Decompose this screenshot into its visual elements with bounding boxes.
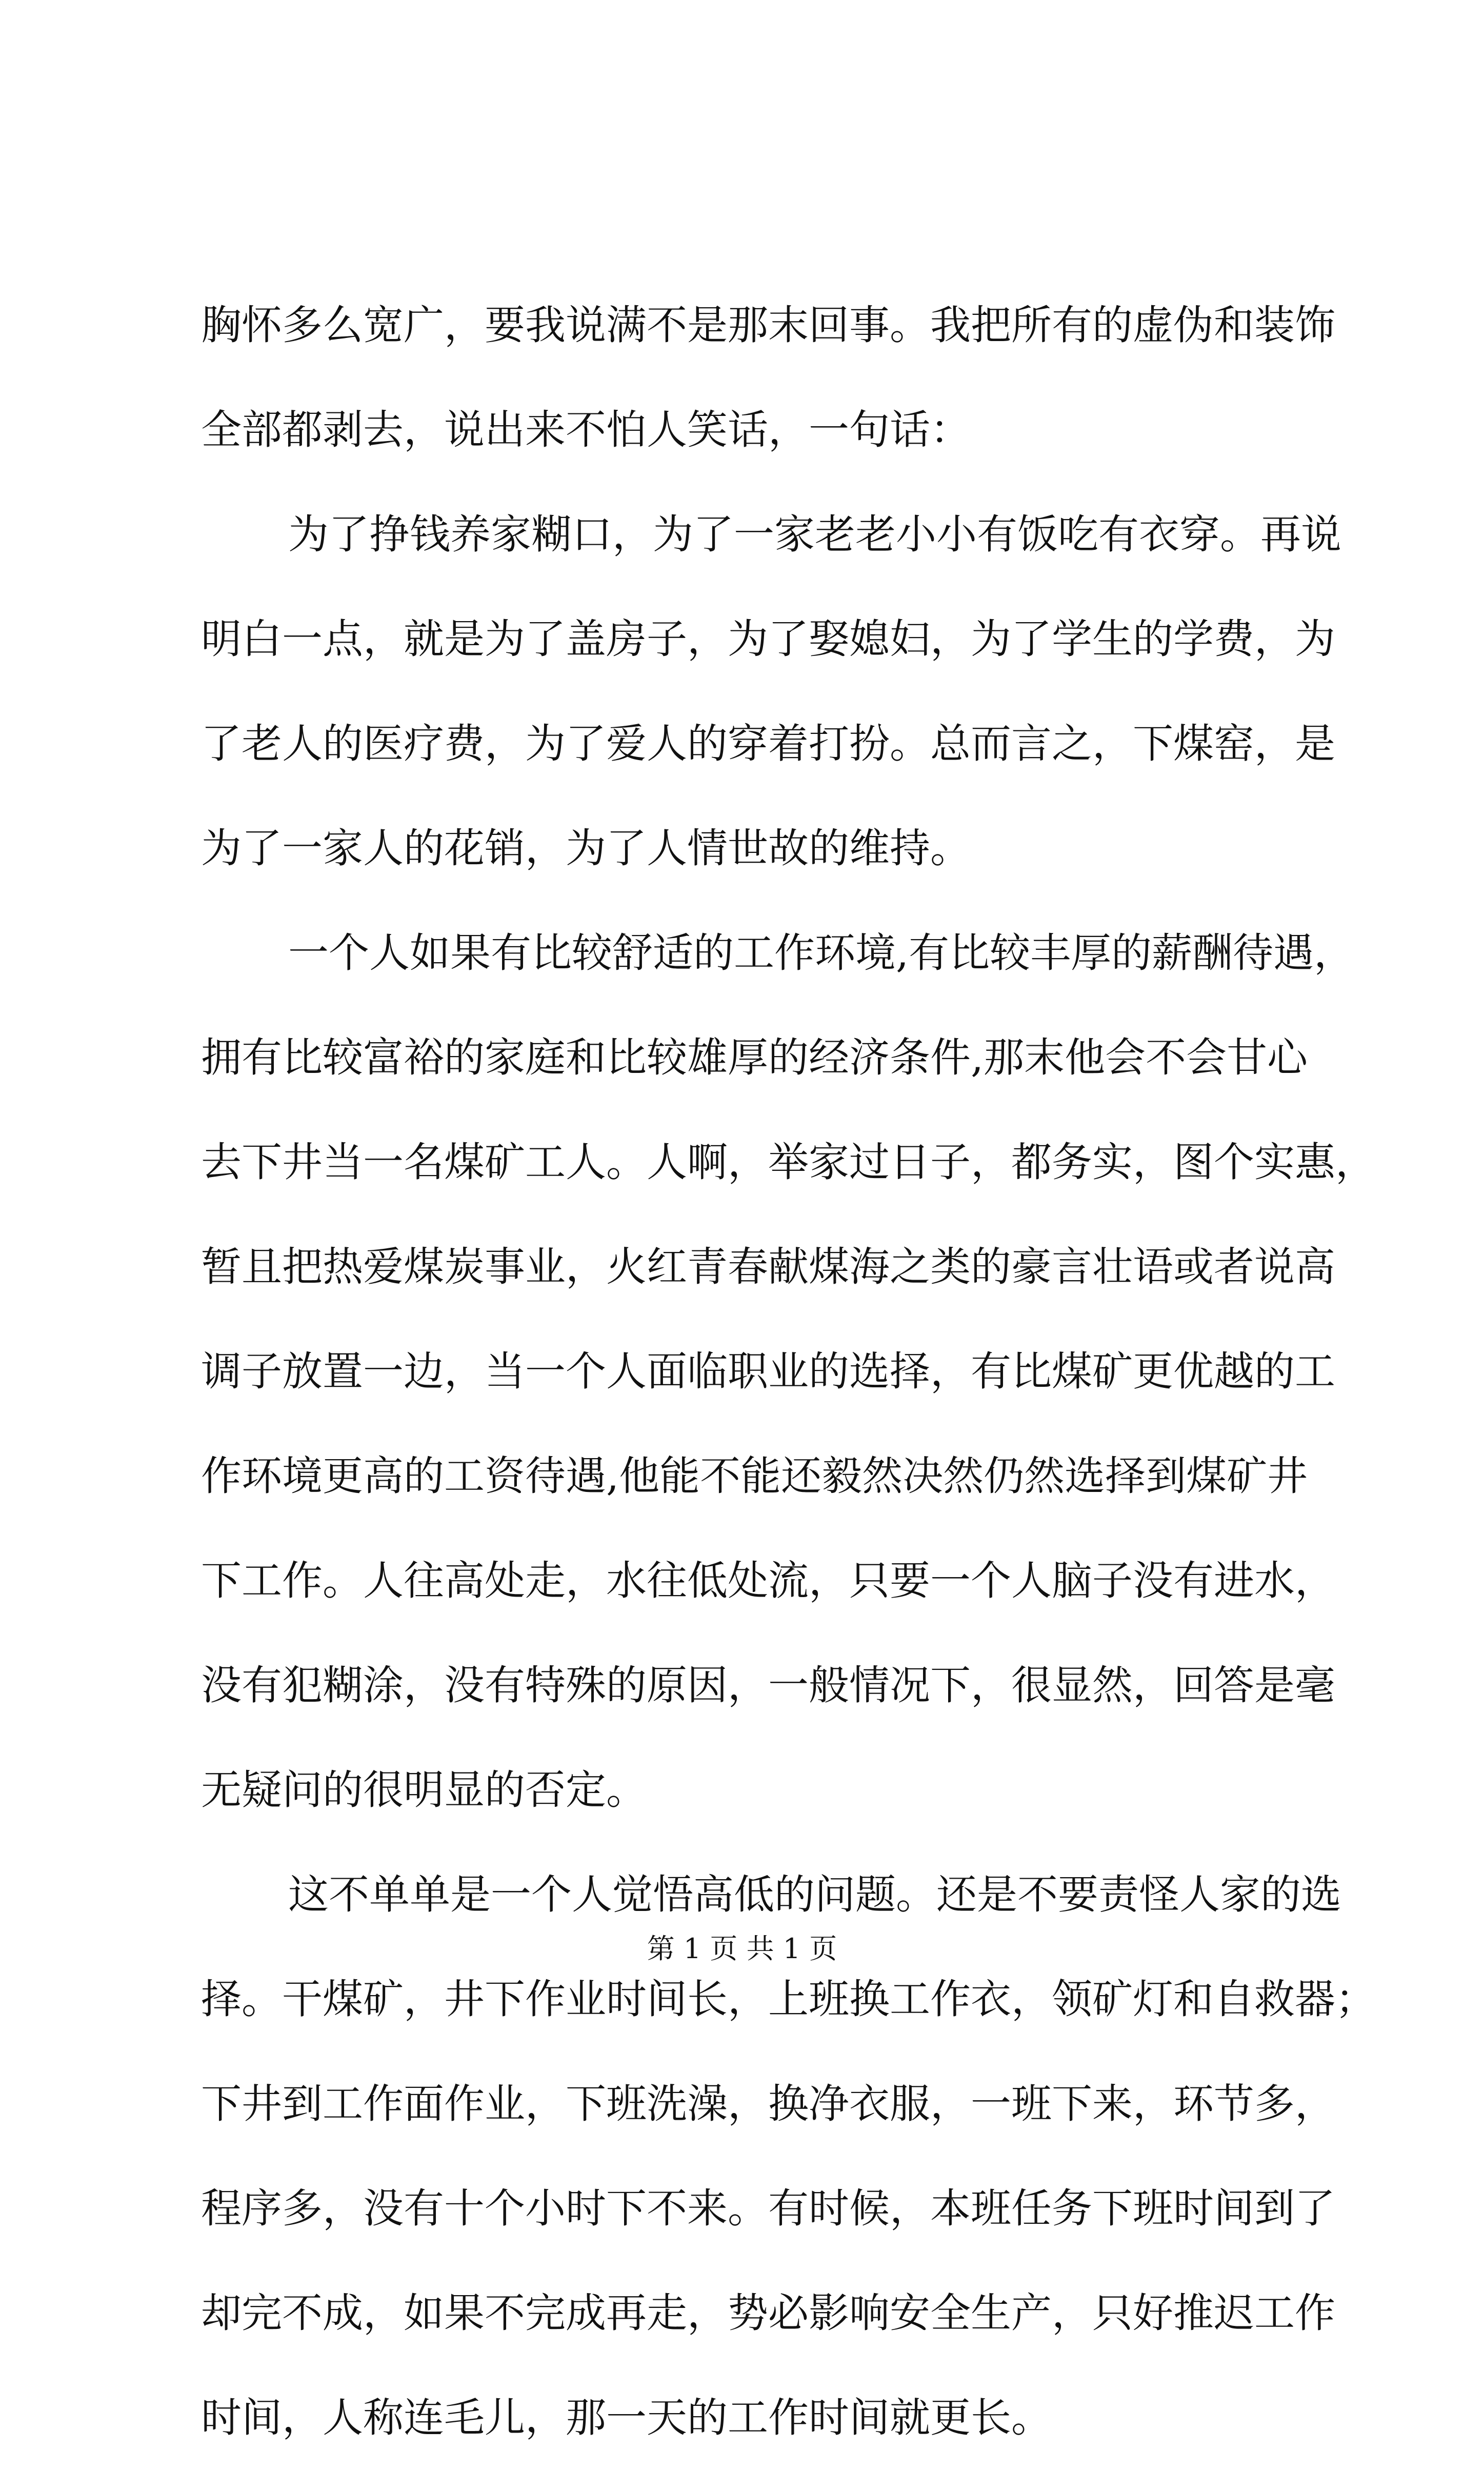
text-line: 了老人的医疗费，为了爱人的穿着打扮。总而言之，下煤窑，是 [201, 720, 1335, 767]
text-line: 却完不成，如果不完成再走，势必影响安全生产，只好推迟工作 [201, 2289, 1335, 2337]
text-line: 这不单单是一个人觉悟高低的问题。还是不要责怪人家的选 [288, 1871, 1341, 1918]
text-line: 全部都剥去，说出来不怕人笑话，一句话： [201, 406, 971, 453]
text-line: 下井到工作面作业，下班洗澡，换净衣服，一班下来，环节多， [201, 2080, 1335, 2127]
text-line: 暂且把热爱煤炭事业，火红青春献煤海之类的豪言壮语或者说高 [201, 1243, 1335, 1290]
text-line: 为了挣钱养家糊口，为了一家老老小小有饭吃有衣穿。再说 [288, 511, 1341, 558]
text-line: 一个人如果有比较舒适的工作环境,有比较丰厚的薪酬待遇， [288, 929, 1355, 977]
body-text [201, 273, 1376, 2470]
text-line: 无疑问的很明显的否定。 [201, 1766, 647, 1814]
text-line: 去下井当一名煤矿工人。人啊，举家过日子，都务实，图个实惠， [201, 1139, 1376, 1186]
page-number-footer: 第 1 页 共 1 页 [647, 1933, 837, 1965]
text-line: 没有犯糊涂，没有特殊的原因，一般情况下，很显然，回答是毫 [201, 1662, 1335, 1709]
text-line: 程序多，没有十个小时下不来。有时候，本班任务下班时间到了 [201, 2185, 1335, 2232]
text-line: 作环境更高的工资待遇,他能不能还毅然决然仍然选择到煤矿井 [201, 1452, 1308, 1500]
text-line: 择。干煤矿，井下作业时间长，上班换工作衣，领矿灯和自救器； [201, 1976, 1376, 2023]
text-line: 拥有比较富裕的家庭和比较雄厚的经济条件,那末他会不会甘心 [201, 1034, 1308, 1081]
text-line: 时间，人称连毛儿，那一天的工作时间就更长。 [201, 2394, 1052, 2441]
text-line: 为了一家人的花销，为了人情世故的维持。 [201, 825, 971, 872]
text-line: 调子放置一边，当一个人面临职业的选择，有比煤矿更优越的工 [201, 1348, 1335, 1395]
text-line: 胸怀多么宽广，要我说满不是那末回事。我把所有的虚伪和装饰 [201, 302, 1335, 349]
text-line: 明白一点，就是为了盖房子，为了娶媳妇，为了学生的学费，为 [201, 615, 1335, 663]
text-line: 下工作。人往高处走，水往低处流，只要一个人脑子没有进水， [201, 1557, 1335, 1604]
